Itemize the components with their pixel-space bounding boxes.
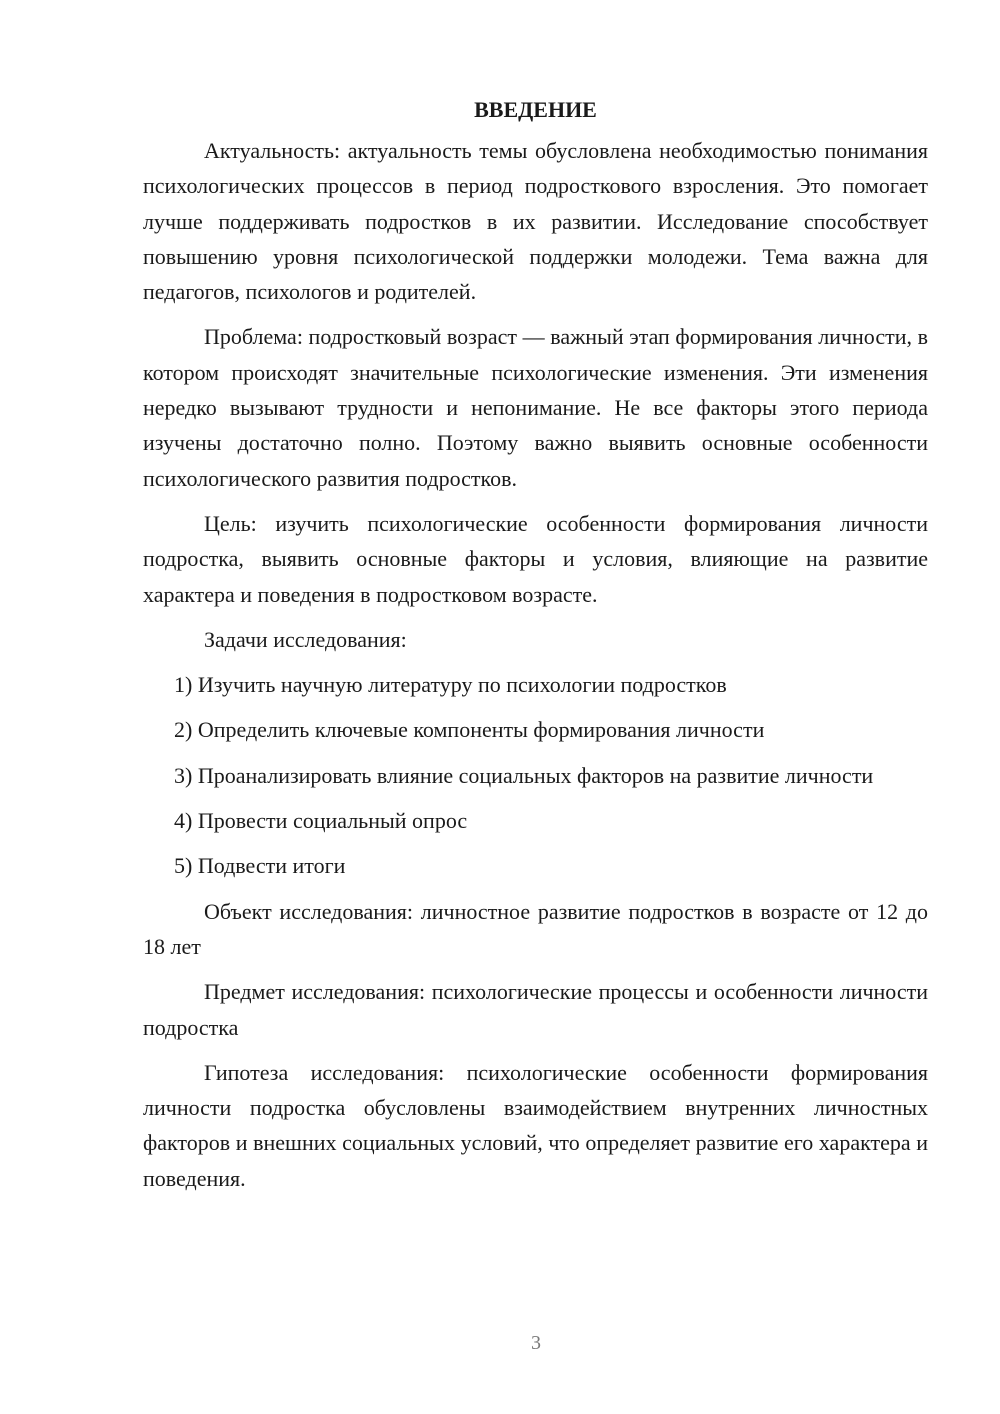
paragraph-object: Объект исследования: личностное развитие подростков в возрасте от 12 до 18 лет [143,898,928,959]
paragraph-goal: Цель: изучить психологические особенности формирования личности подростка, выявить основные факторы и условия, влияющие на развитие характера и поведения в подростковом возрасте. [143,510,928,607]
paragraph-hypothesis: Гипотеза исследования: психологические особенности формирования личности подростка обусловлены взаимодействием внутренних личностных факторов и внешних социальных условий, что определяет развитие его характера и поведения. [143,1059,928,1191]
paragraph-tasks-heading: Задачи исследования: [204,626,407,652]
section-heading: ВВЕДЕНИЕ [474,97,597,122]
list-item-task-4: 4) Провести социальный опрос [174,808,468,834]
page-number: 3 [531,1332,541,1354]
document-page [143,92,928,1206]
paragraph-problem: Проблема: подростковый возраст — важный этап формирования личности, в котором происходят значительные психологические изменения. Эти изменения нередко вызывают трудности и непонимание. Не все факторы этого периода изучены достаточно полно. Поэтому важно выявить основные особенности психологического развития подростков. [143,324,928,491]
list-item-task-5: 5) Подвести итоги [174,853,346,879]
list-item-task-2: 2) Определить ключевые компоненты формирования личности [174,717,765,743]
list-item-task-1: 1) Изучить научную литературу по психологии подростков [174,672,727,698]
list-item-task-3: 3) Проанализировать влияние социальных факторов на развитие личности [174,762,874,788]
paragraph-relevance: Актуальность: актуальность темы обусловлена необходимостью понимания психологических процессов в период подросткового взросления. Это помогает лучше поддерживать подростков в их развитии. Исследование способствует повышению уровня психологической поддержки молодежи. Тема важна для педагогов, психологов и родителей. [143,138,928,305]
paragraph-subject: Предмет исследования: психологические процессы и особенности личности подростка [143,979,928,1040]
